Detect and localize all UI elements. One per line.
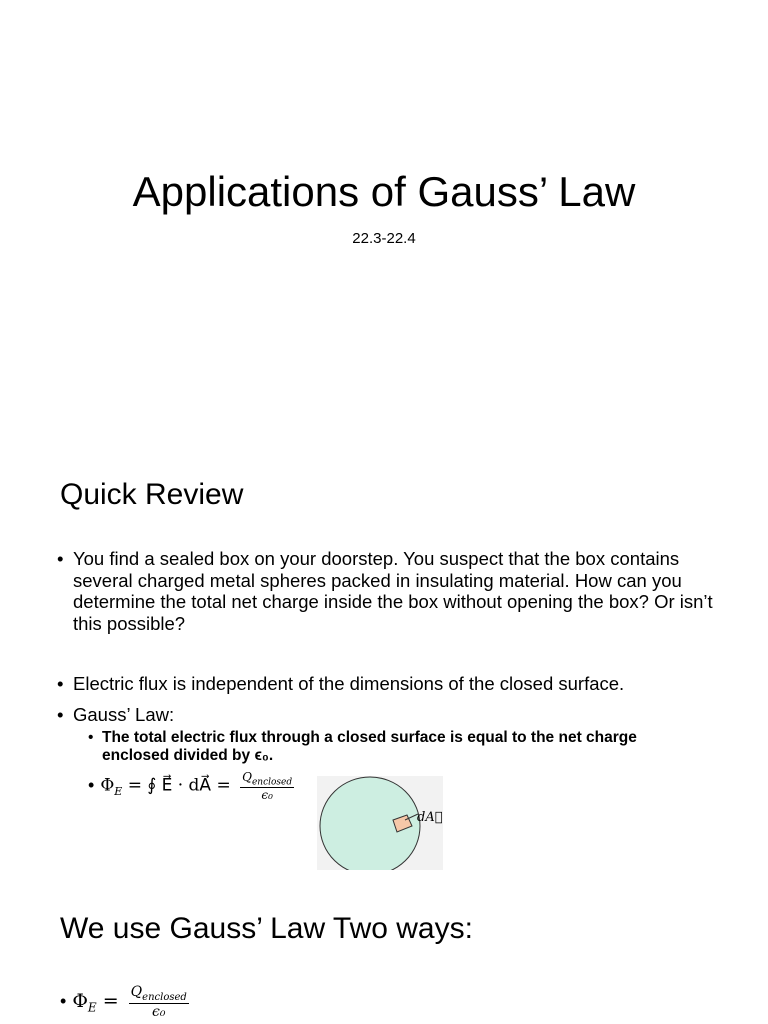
- two-ways-slide: [0, 870, 768, 1024]
- flux-symbol: Φ: [72, 989, 88, 1012]
- bullet-list: [57, 548, 737, 634]
- numerator-subscript: enclosed: [251, 777, 293, 788]
- flux-integral: = ∮ E⃗ · dA⃗ =: [127, 775, 231, 796]
- bullet-marker: •: [88, 774, 95, 795]
- fraction-numerator: [240, 770, 294, 788]
- title-slide: [0, 0, 768, 440]
- bullet-list: [57, 673, 737, 695]
- numerator-symbol: Q: [242, 770, 252, 784]
- charge-fraction: [129, 984, 189, 1020]
- quick-review-slide: [0, 440, 768, 870]
- flux-formula: [60, 984, 189, 1020]
- numerator-symbol: Q: [130, 984, 143, 1000]
- slide-title: We use Gauss’ Law Two ways:: [60, 912, 473, 945]
- bullet-item: • Electric flux is independent of the dimensions of the closed surface.: [57, 673, 737, 695]
- presentation-subtitle: 22.3-22.4: [352, 230, 416, 247]
- flux-subscript: E: [87, 1000, 97, 1015]
- fraction-numerator: [129, 984, 189, 1004]
- equals-sign: =: [102, 989, 119, 1012]
- fraction-denominator: ϵ₀: [261, 788, 273, 803]
- bullet-item: • You find a sealed box on your doorstep. You suspect that the box contains several charged metal spheres packed in insulating material. How can you determine the total net charge inside the box without opening the box? Or isn’t this possible?: [57, 548, 737, 634]
- numerator-subscript: enclosed: [142, 991, 187, 1003]
- slide-title: Quick Review: [60, 478, 244, 511]
- sub-bullet-list: [88, 729, 688, 765]
- bullet-item: • Gauss’ Law:: [57, 704, 737, 726]
- gauss-law-formula: [88, 770, 294, 802]
- presentation-title: Applications of Gauss’ Law: [132, 168, 636, 215]
- bullet-marker: •: [60, 990, 67, 1011]
- sub-bullet-item: • The total electric flux through a closed surface is equal to the net charge enclosed divided by ϵ₀.: [88, 729, 688, 765]
- flux-symbol: Φ: [100, 775, 115, 796]
- bullet-list: [57, 704, 737, 726]
- area-vector-label: dA⃗: [417, 810, 443, 825]
- fraction-denominator: ϵ₀: [152, 1003, 166, 1020]
- charge-fraction: [240, 770, 294, 802]
- flux-subscript: E: [114, 785, 123, 799]
